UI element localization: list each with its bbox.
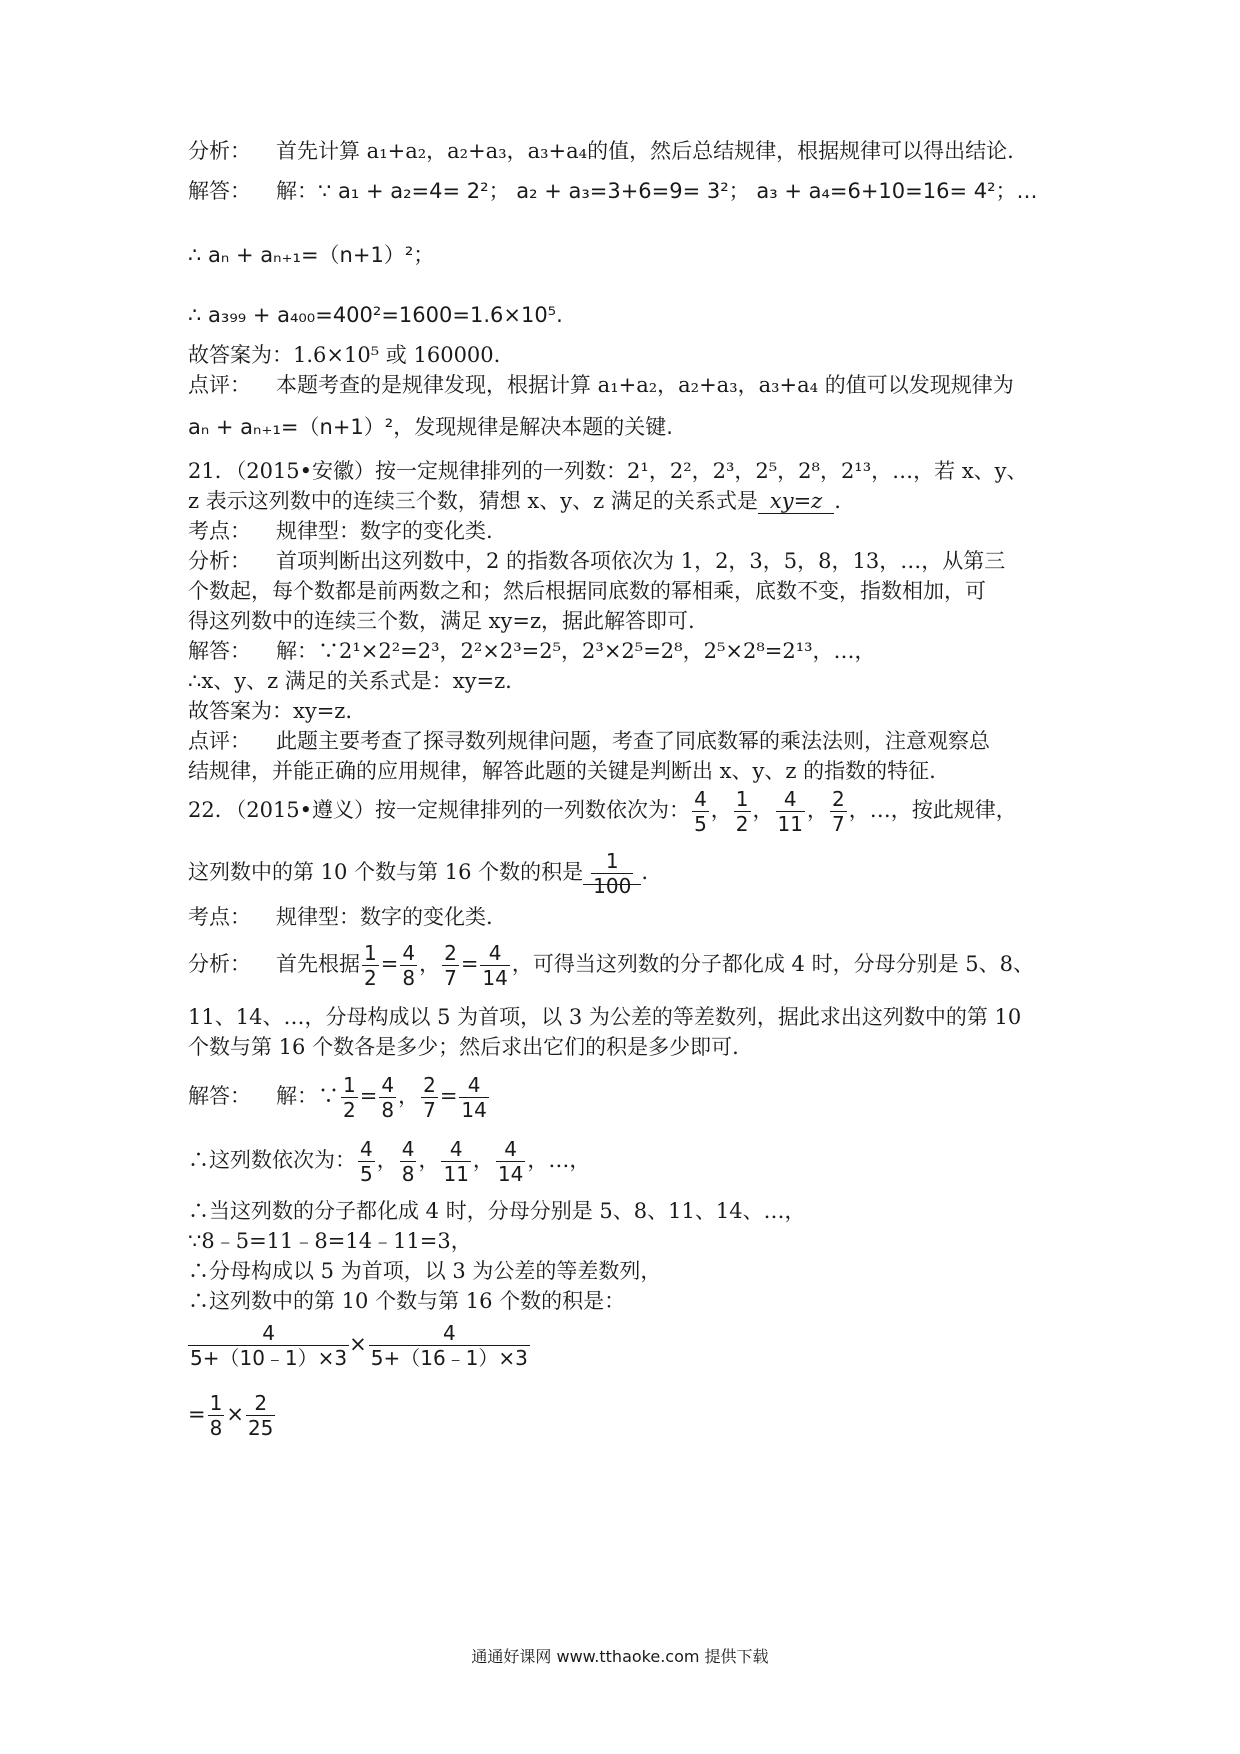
fraction-separator: ， bbox=[398, 1084, 420, 1108]
fraction-denominator: 2 bbox=[735, 812, 749, 836]
p20-analysis bbox=[188, 136, 1014, 166]
p21-comment-1 bbox=[188, 726, 990, 756]
p22-sequence-fractions bbox=[356, 1137, 527, 1186]
p22-topic-text: 规律型：数字的变化类. bbox=[276, 905, 493, 929]
result-fraction-2-numerator: 2 bbox=[246, 1391, 275, 1416]
p20-comment-1 bbox=[188, 370, 1014, 400]
p22-sequence-text: ∴这列数依次为： bbox=[188, 1148, 356, 1172]
fraction bbox=[692, 787, 709, 836]
answer-label: 解答： bbox=[188, 639, 251, 663]
fraction-separator: = bbox=[380, 952, 399, 976]
fraction-numerator: 4 bbox=[360, 1137, 373, 1161]
fraction bbox=[734, 787, 751, 836]
fraction-numerator: 2 bbox=[444, 941, 457, 965]
fraction-denominator: 14 bbox=[461, 1098, 487, 1122]
fraction-denominator: 7 bbox=[831, 812, 845, 836]
analysis-label: 分析： bbox=[188, 952, 251, 976]
fraction bbox=[830, 787, 847, 836]
fraction bbox=[480, 941, 509, 990]
p22-question-fractions bbox=[690, 787, 849, 836]
fraction-numerator: 1 bbox=[343, 1073, 356, 1097]
fraction-numerator: 4 bbox=[694, 787, 707, 811]
fraction-separator: ， bbox=[419, 952, 441, 976]
p21-question-2-text: z 表示这列数中的连续三个数，猜想 x、y、z 满足的关系式是 bbox=[188, 489, 758, 513]
p20-answer-3: ∴ a₃₉₉ + a₄₀₀=400²=1600=1.6×10⁵. bbox=[188, 303, 563, 327]
fraction-numerator: 4 bbox=[401, 1137, 415, 1161]
p20-final: 故答案为：1.6×10⁵ 或 160000. bbox=[188, 343, 501, 367]
fraction-numerator: 4 bbox=[496, 1137, 525, 1162]
fraction bbox=[362, 941, 379, 990]
fraction-separator: = bbox=[439, 1084, 458, 1108]
fraction-numerator: 4 bbox=[402, 941, 416, 965]
fraction bbox=[459, 1073, 488, 1122]
fraction-separator: ， bbox=[752, 798, 774, 822]
analysis-label: 分析： bbox=[188, 549, 251, 573]
fraction bbox=[379, 1073, 396, 1122]
p22-question-1 bbox=[188, 786, 1017, 836]
p21-answer-blank: xy=z bbox=[758, 489, 834, 514]
result-fraction-1-denominator: 8 bbox=[209, 1416, 223, 1440]
fraction bbox=[421, 1073, 438, 1122]
p22-product-expression bbox=[188, 1318, 532, 1370]
p22-answer-blank bbox=[583, 849, 641, 898]
p20-answer-2: ∴ aₙ + aₙ₊₁=（n+1）²； bbox=[188, 243, 435, 267]
times-sign: × bbox=[226, 1402, 244, 1426]
p22-analysis-3: 个数与第 16 个数各是多少；然后求出它们的积是多少即可. bbox=[188, 1035, 739, 1059]
p21-analysis-1 bbox=[188, 546, 1005, 576]
p22-product-intro: ∴这列数中的第 10 个数与第 16 个数的积是： bbox=[188, 1289, 626, 1313]
p22-question-2 bbox=[188, 848, 648, 898]
answer-label: 解答： bbox=[188, 1084, 251, 1108]
fraction-denominator: 11 bbox=[777, 812, 803, 836]
fraction-numerator: 2 bbox=[831, 787, 845, 811]
big-fraction-2-denominator: 5+（16﹣1）×3 bbox=[370, 1346, 528, 1370]
fraction bbox=[441, 1137, 470, 1186]
fraction-denominator: 8 bbox=[402, 966, 416, 990]
analysis-label: 分析： bbox=[188, 139, 251, 163]
big-fraction-1-denominator: 5+（10﹣1）×3 bbox=[190, 1346, 348, 1370]
fraction-separator: ， bbox=[806, 798, 828, 822]
topic-label: 考点： bbox=[188, 519, 251, 543]
p22-question-end: ，…，按此规律， bbox=[848, 798, 1017, 822]
result-fraction-2-denominator: 25 bbox=[247, 1416, 274, 1440]
fraction bbox=[496, 1137, 525, 1186]
fraction bbox=[442, 941, 459, 990]
p21-answer-1 bbox=[188, 636, 876, 666]
fraction-numerator: 4 bbox=[480, 941, 509, 966]
p22-big-fraction-2 bbox=[369, 1321, 530, 1370]
p22-answer-denominator: 100 bbox=[593, 874, 632, 898]
p21-comment-2: 结规律，并能正确的应用规律，解答此题的关键是判断出 x、y、z 的指数的特征. bbox=[188, 759, 936, 783]
p22-difference: ∵8﹣5=11﹣8=14﹣11=3， bbox=[188, 1229, 472, 1253]
fraction-denominator: 14 bbox=[497, 1162, 524, 1186]
p21-question-2 bbox=[188, 486, 841, 516]
p20-comment-2: aₙ + aₙ₊₁=（n+1）²，发现规律是解决本题的关键. bbox=[188, 415, 673, 439]
p22-sequence bbox=[188, 1136, 590, 1186]
fraction-denominator: 14 bbox=[482, 966, 508, 990]
p22-analysis-fractions bbox=[360, 941, 512, 990]
p22-answer-numerator: 1 bbox=[591, 849, 633, 874]
fraction-denominator: 8 bbox=[401, 1162, 415, 1186]
p22-answer-fractions bbox=[339, 1073, 491, 1122]
fraction-separator: ， bbox=[376, 1148, 398, 1172]
fraction-denominator: 5 bbox=[694, 812, 707, 836]
comment-label: 点评： bbox=[188, 729, 251, 753]
p22-question-text: 22．（2015•遵义）按一定规律排列的一列数依次为： bbox=[188, 798, 691, 822]
p22-analysis-text: 首先根据 bbox=[276, 952, 360, 976]
p22-result: = $\frac{1}{8}$ × $\frac{2}{25}$ bbox=[188, 1391, 274, 1440]
p22-analysis-1 bbox=[188, 940, 1034, 990]
p21-question-1: 21．（2015•安徽）按一定规律排列的一列数：2¹，2²，2³，2⁵，2⁸，2¹³，…，若 x、y、 bbox=[188, 459, 1028, 483]
fraction-numerator: 1 bbox=[735, 787, 749, 811]
p22-big-fraction-1 bbox=[188, 1321, 349, 1370]
p21-analysis-2: 个数起，每个数都是前两数之和；然后根据同底数的幂相乘，底数不变，指数相加，可 bbox=[188, 579, 986, 603]
times-sign: × bbox=[349, 1332, 367, 1356]
p22-analysis-end: ，可得当这列数的分子都化成 4 时，分母分别是 5、8、 bbox=[511, 952, 1034, 976]
p20-analysis-text: 首先计算 a₁+a₂，a₂+a₃，a₃+a₄的值，然后总结规律，根据规律可以得出结论. bbox=[276, 139, 1014, 163]
fraction-numerator: 4 bbox=[381, 1073, 395, 1097]
fraction-denominator: 7 bbox=[423, 1098, 436, 1122]
p22-answer-1 bbox=[188, 1072, 491, 1122]
p22-result-fraction-1 bbox=[208, 1391, 225, 1440]
fraction-separator: ， bbox=[710, 798, 732, 822]
p21-analysis-1-text: 首项判断出这列数中，2 的指数各项依次为 1，2，3，5，8，13，…，从第三 bbox=[276, 549, 1006, 573]
p22-result-fraction-2 bbox=[246, 1391, 275, 1440]
fraction-separator: = bbox=[359, 1084, 378, 1108]
p21-question-2-end: . bbox=[834, 489, 841, 513]
p21-final: 故答案为：xy=z. bbox=[188, 699, 353, 723]
big-fraction-2-numerator: 4 bbox=[369, 1321, 530, 1346]
p20-answer-1 bbox=[188, 176, 1038, 206]
p21-topic bbox=[188, 516, 493, 546]
fraction bbox=[400, 941, 417, 990]
fraction bbox=[358, 1137, 375, 1186]
big-fraction-1-numerator: 4 bbox=[188, 1321, 349, 1346]
p22-analysis-2: 11、14、…，分母构成以 5 为首项，以 3 为公差的等差数列，据此求出这列数中的第 10 bbox=[188, 1005, 1022, 1029]
fraction-numerator: 4 bbox=[441, 1137, 470, 1162]
fraction-denominator: 7 bbox=[444, 966, 457, 990]
fraction bbox=[400, 1137, 417, 1186]
p21-topic-text: 规律型：数字的变化类. bbox=[276, 519, 493, 543]
page-footer: 通通好课网 www.tthaoke.com 提供下载 bbox=[471, 1647, 769, 1666]
fraction-numerator: 1 bbox=[364, 941, 377, 965]
fraction-separator: ， bbox=[472, 1148, 494, 1172]
fraction-numerator: 2 bbox=[423, 1073, 436, 1097]
fraction-numerator: 4 bbox=[776, 787, 805, 812]
result-fraction-1-numerator: 1 bbox=[209, 1391, 223, 1415]
p20-comment-1-text: 本题考查的是规律发现，根据计算 a₁+a₂，a₂+a₃，a₃+a₄ 的值可以发现规律为 bbox=[276, 373, 1014, 397]
p22-denominators: ∴当这列数的分子都化成 4 时，分母分别是 5、8、11、14、…， bbox=[188, 1199, 806, 1223]
p22-question-2-end: . bbox=[641, 860, 649, 884]
fraction-separator: ， bbox=[418, 1148, 440, 1172]
fraction-separator: = bbox=[460, 952, 479, 976]
fraction-numerator: 4 bbox=[459, 1073, 488, 1098]
fraction-denominator: 8 bbox=[381, 1098, 395, 1122]
fraction bbox=[776, 787, 805, 836]
p21-answer-2: ∴x、y、z 满足的关系式是：xy=z. bbox=[188, 669, 512, 693]
p22-topic bbox=[188, 902, 493, 932]
fraction-denominator: 2 bbox=[343, 1098, 356, 1122]
p22-answer-text: 解：∵ bbox=[276, 1084, 339, 1108]
p21-analysis-3: 得这列数中的连续三个数，满足 xy=z，据此解答即可. bbox=[188, 609, 695, 633]
topic-label: 考点： bbox=[188, 905, 251, 929]
fraction bbox=[341, 1073, 358, 1122]
p22-arithmetic: ∴分母构成以 5 为首项，以 3 为公差的等差数列， bbox=[188, 1259, 662, 1283]
p22-question-2-text: 这列数中的第 10 个数与第 16 个数的积是 bbox=[188, 860, 584, 884]
comment-label: 点评： bbox=[188, 373, 251, 397]
answer-label: 解答： bbox=[188, 179, 251, 203]
p20-answer-1-text: 解：∵ a₁ + a₂=4= 2²； a₂ + a₃=3+6=9= 3²； a₃ + a₄=6+10=16= 4²；… bbox=[276, 179, 1038, 203]
p22-sequence-end: ，…， bbox=[527, 1148, 591, 1172]
fraction-denominator: 11 bbox=[443, 1162, 469, 1186]
p21-comment-1-text: 此题主要考查了探寻数列规律问题，考查了同底数幂的乘法法则，注意观察总 bbox=[276, 729, 990, 753]
p21-answer-1-text: 解：∵2¹×2²=2³，2²×2³=2⁵，2³×2⁵=2⁸，2⁵×2⁸=2¹³，…， bbox=[276, 639, 876, 663]
fraction-denominator: 5 bbox=[360, 1162, 373, 1186]
p22-answer-fraction bbox=[591, 849, 633, 898]
fraction-denominator: 2 bbox=[364, 966, 377, 990]
